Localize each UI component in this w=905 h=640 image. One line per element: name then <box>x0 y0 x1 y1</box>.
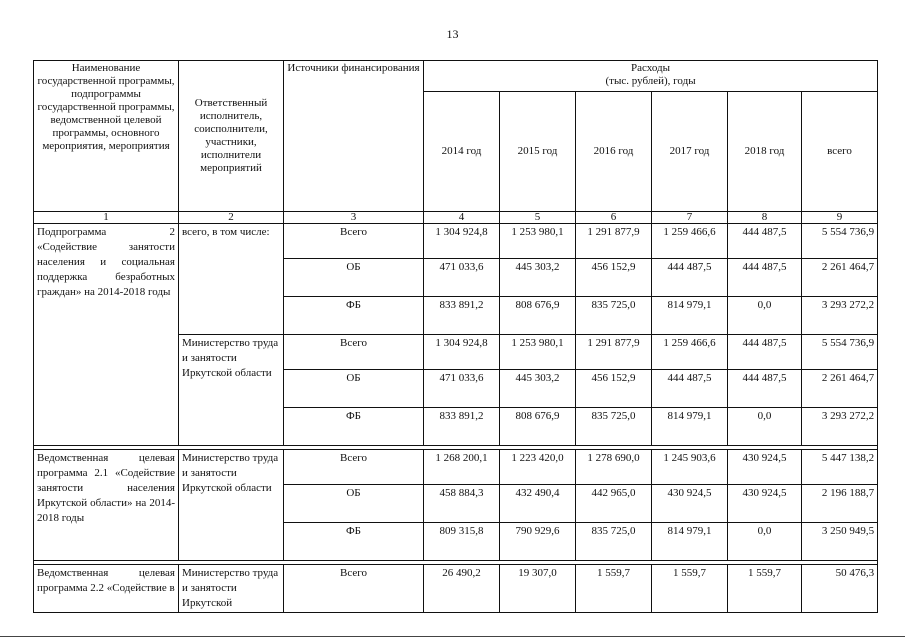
header-executor: Ответственный исполнитель, соисполнители, участники, исполнители мероприятий <box>179 61 284 212</box>
program-name-cell: Подпрограмма 2 «Содействие занятости населения и социальная поддержка безработных граждан» на 2014-2018 годы <box>34 224 179 446</box>
column-index-row <box>34 212 878 224</box>
header-funding-source: Источники финансирования <box>284 61 424 212</box>
funding-source-cell: Всего <box>284 224 424 259</box>
funding-source-cell: ФБ <box>284 408 424 446</box>
year-value-cell: 1 304 924,8 <box>424 224 500 259</box>
year-value-cell: 1 268 200,1 <box>424 450 500 485</box>
year-value-cell: 445 303,2 <box>500 370 576 408</box>
column-index: 2 <box>179 212 284 224</box>
funding-source-cell: ОБ <box>284 485 424 523</box>
page-number: 13 <box>446 27 459 41</box>
year-value-cell: 19 307,0 <box>500 565 576 613</box>
header-row <box>34 61 878 92</box>
funding-source-cell: ФБ <box>284 297 424 335</box>
year-value-cell: 445 303,2 <box>500 259 576 297</box>
funding-source-cell: ОБ <box>284 259 424 297</box>
column-index: 5 <box>500 212 576 224</box>
year-value-cell: 471 033,6 <box>424 370 500 408</box>
year-value-cell: 430 924,5 <box>652 485 728 523</box>
header-year-2016: 2016 год <box>576 92 652 212</box>
total-value-cell: 2 261 464,7 <box>802 370 878 408</box>
table-row <box>34 565 878 613</box>
total-value-cell: 5 554 736,9 <box>802 224 878 259</box>
header-year-2014: 2014 год <box>424 92 500 212</box>
column-index: 4 <box>424 212 500 224</box>
year-value-cell: 814 979,1 <box>652 523 728 561</box>
year-value-cell: 790 929,6 <box>500 523 576 561</box>
year-value-cell: 456 152,9 <box>576 370 652 408</box>
year-value-cell: 835 725,0 <box>576 408 652 446</box>
year-value-cell: 808 676,9 <box>500 297 576 335</box>
year-value-cell: 471 033,6 <box>424 259 500 297</box>
total-value-cell: 2 261 464,7 <box>802 259 878 297</box>
funding-source-cell: ОБ <box>284 370 424 408</box>
year-value-cell: 444 487,5 <box>728 224 802 259</box>
table-body <box>34 61 878 613</box>
year-value-cell: 1 259 466,6 <box>652 224 728 259</box>
column-index: 7 <box>652 212 728 224</box>
total-value-cell: 5 447 138,2 <box>802 450 878 485</box>
total-value-cell: 50 476,3 <box>802 565 878 613</box>
year-value-cell: 1 304 924,8 <box>424 335 500 370</box>
total-value-cell: 3 250 949,5 <box>802 523 878 561</box>
year-value-cell: 833 891,2 <box>424 408 500 446</box>
executor-cell: Министерство труда и занятости Иркутской области <box>179 450 284 561</box>
funding-source-cell: ФБ <box>284 523 424 561</box>
year-value-cell: 444 487,5 <box>652 259 728 297</box>
year-value-cell: 430 924,5 <box>728 485 802 523</box>
year-value-cell: 1 253 980,1 <box>500 335 576 370</box>
year-value-cell: 444 487,5 <box>728 370 802 408</box>
year-value-cell: 442 965,0 <box>576 485 652 523</box>
executor-cell: Министерство труда и занятости Иркутской области <box>179 335 284 446</box>
funding-source-cell: Всего <box>284 335 424 370</box>
table-row <box>34 224 878 259</box>
year-value-cell: 835 725,0 <box>576 297 652 335</box>
year-value-cell: 1 559,7 <box>652 565 728 613</box>
table-row <box>34 450 878 485</box>
header-expenses: Расходы (тыс. рублей), годы <box>424 61 878 92</box>
year-value-cell: 26 490,2 <box>424 565 500 613</box>
year-value-cell: 814 979,1 <box>652 297 728 335</box>
year-value-cell: 432 490,4 <box>500 485 576 523</box>
year-value-cell: 444 487,5 <box>652 370 728 408</box>
expenses-table <box>33 60 878 613</box>
year-value-cell: 809 315,8 <box>424 523 500 561</box>
executor-cell: всего, в том числе: <box>179 224 284 335</box>
year-value-cell: 1 291 877,9 <box>576 224 652 259</box>
header-year-2017: 2017 год <box>652 92 728 212</box>
column-index: 1 <box>34 212 179 224</box>
year-value-cell: 430 924,5 <box>728 450 802 485</box>
total-value-cell: 3 293 272,2 <box>802 297 878 335</box>
year-value-cell: 1 223 420,0 <box>500 450 576 485</box>
year-value-cell: 1 245 903,6 <box>652 450 728 485</box>
year-value-cell: 456 152,9 <box>576 259 652 297</box>
total-value-cell: 5 554 736,9 <box>802 335 878 370</box>
year-value-cell: 1 291 877,9 <box>576 335 652 370</box>
year-value-cell: 1 259 466,6 <box>652 335 728 370</box>
column-index: 6 <box>576 212 652 224</box>
total-value-cell: 3 293 272,2 <box>802 408 878 446</box>
page-bottom-edge <box>0 636 905 637</box>
column-index: 9 <box>802 212 878 224</box>
year-value-cell: 1 278 690,0 <box>576 450 652 485</box>
header-total: всего <box>802 92 878 212</box>
year-value-cell: 1 253 980,1 <box>500 224 576 259</box>
column-index: 8 <box>728 212 802 224</box>
year-value-cell: 0,0 <box>728 297 802 335</box>
program-name-cell: Ведомственная целевая программа 2.1 «Содействие занятости населения Иркутской области» на 2014-2018 годы <box>34 450 179 561</box>
header-program-name: Наименование государственной программы, подпрограммы государственной программы, ведомственной целевой программы, основного мероприятия, мероприятия <box>34 61 179 212</box>
year-value-cell: 444 487,5 <box>728 335 802 370</box>
header-year-2018: 2018 год <box>728 92 802 212</box>
year-value-cell: 833 891,2 <box>424 297 500 335</box>
funding-source-cell: Всего <box>284 450 424 485</box>
year-value-cell: 1 559,7 <box>576 565 652 613</box>
year-value-cell: 0,0 <box>728 408 802 446</box>
year-value-cell: 1 559,7 <box>728 565 802 613</box>
funding-source-cell: Всего <box>284 565 424 613</box>
total-value-cell: 2 196 188,7 <box>802 485 878 523</box>
year-value-cell: 835 725,0 <box>576 523 652 561</box>
year-value-cell: 458 884,3 <box>424 485 500 523</box>
executor-cell: Министерство труда и занятости Иркутской <box>179 565 284 613</box>
header-year-2015: 2015 год <box>500 92 576 212</box>
year-value-cell: 808 676,9 <box>500 408 576 446</box>
year-value-cell: 814 979,1 <box>652 408 728 446</box>
program-name-cell: Ведомственная целевая программа 2.2 «Содействие в <box>34 565 179 613</box>
year-value-cell: 444 487,5 <box>728 259 802 297</box>
column-index: 3 <box>284 212 424 224</box>
year-value-cell: 0,0 <box>728 523 802 561</box>
